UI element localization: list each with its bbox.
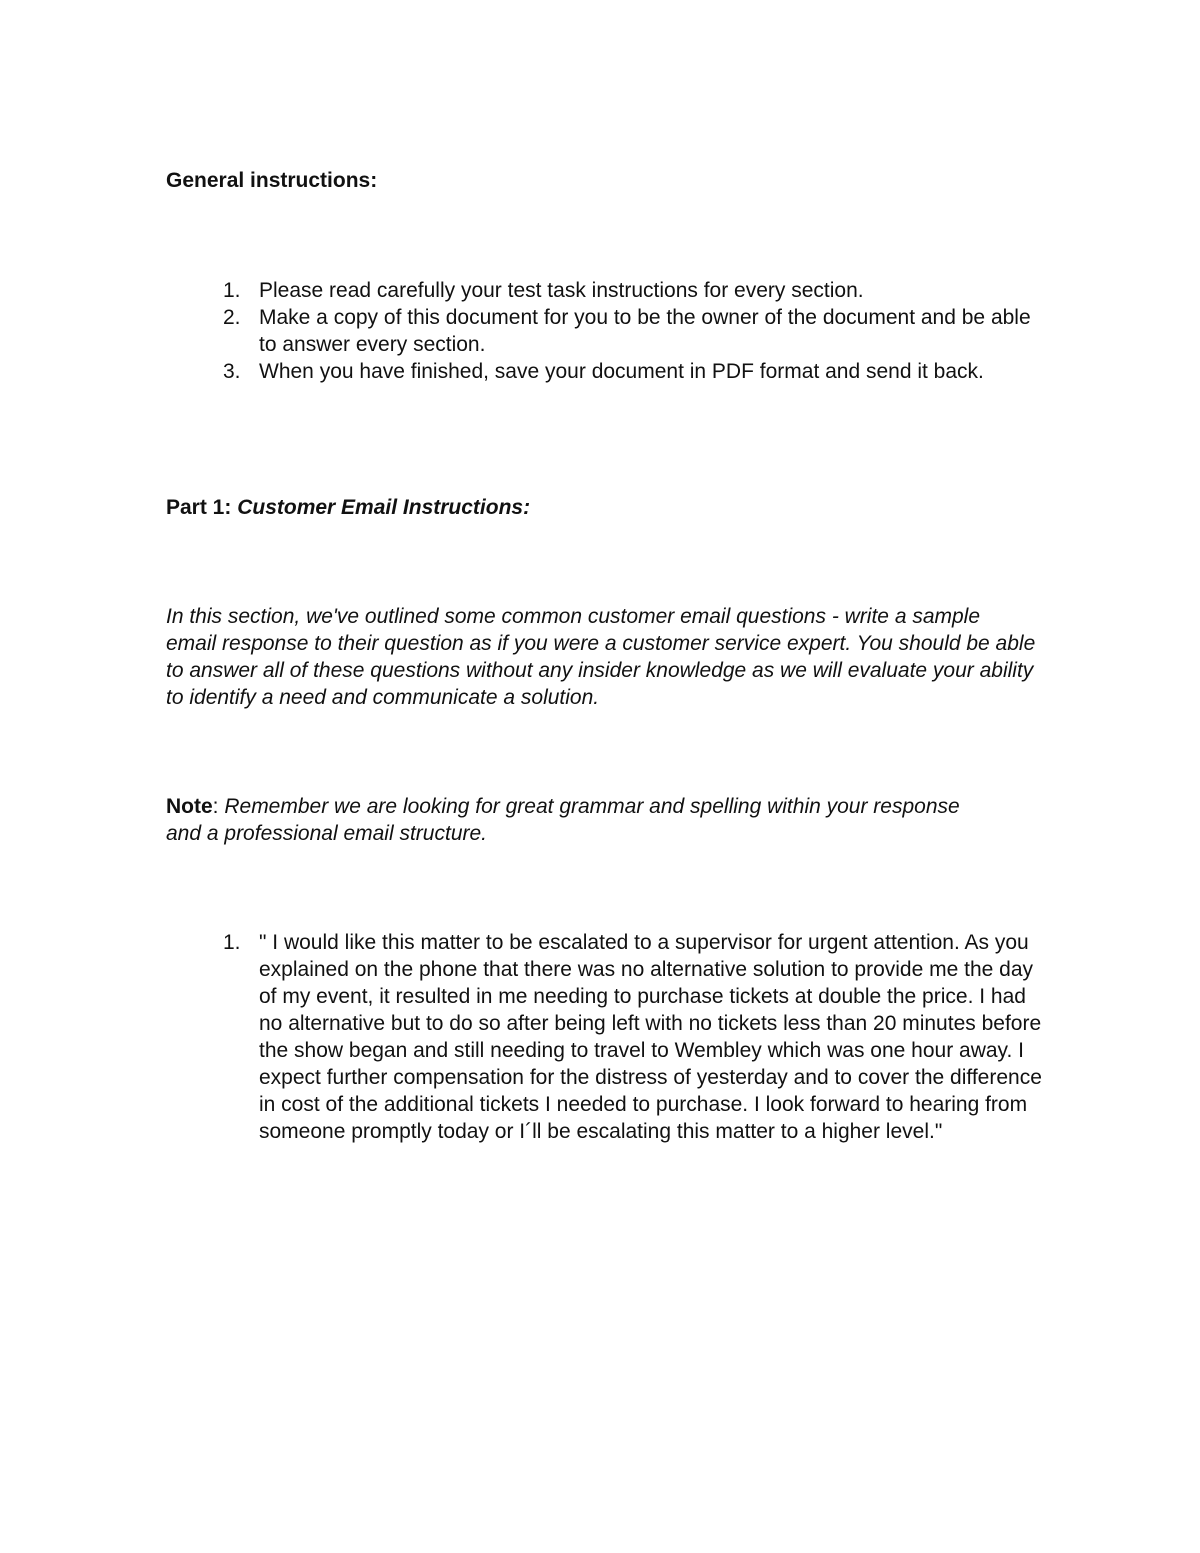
- list-item: [166, 277, 1046, 304]
- part1-label: Part 1:: [166, 496, 238, 519]
- note-separator: :: [212, 795, 225, 818]
- customer-email-quote: " I would like this matter to be escalated to a supervisor for urgent attention. As you explained on the phone that there was no alternative solution to provide me the day of my event, it resulted in me needing to purchase tickets at double the price. I had no alternative but to do so after being left with no tickets less than 20 minutes before the show began and still needing to travel to Wembley which was one hour away. I expect further compensation for the distress of yesterday and to cover the difference in cost of the additional tickets I needed to purchase. I look forward to hearing from someone promptly today or I´ll be escalating this matter to a higher level.": [259, 931, 1042, 1143]
- list-item-number: 1.: [223, 931, 241, 954]
- part1-intro: In this section, we've outlined some common customer email questions - write a sample email response to their question as if you were a customer service expert. You should be able to answer all of these questions without any insider knowledge as we will evaluate your ability to identify a need and communicate a solution.: [166, 605, 1036, 709]
- general-instructions-list: [166, 277, 1046, 385]
- list-item-number: 3.: [223, 360, 241, 383]
- list-item-number: 2.: [223, 306, 241, 329]
- list-item-number: 1.: [223, 279, 241, 302]
- note-label: Note: [166, 795, 213, 818]
- part1-heading: [166, 494, 1046, 521]
- list-item: [166, 304, 1046, 358]
- part1-title: Customer Email Instructions:: [237, 496, 531, 519]
- list-item: [166, 358, 1046, 385]
- list-item-text: Please read carefully your test task instructions for every section.: [259, 279, 864, 302]
- general-instructions-heading: General instructions:: [166, 169, 378, 192]
- note-paragraph: [166, 793, 966, 847]
- list-item-text: When you have finished, save your document in PDF format and send it back.: [259, 360, 984, 383]
- list-item-text: Make a copy of this document for you to be the owner of the document and be able to answer every section.: [259, 306, 1031, 356]
- customer-questions-list: [166, 929, 1046, 1145]
- note-text: Remember we are looking for great grammar and spelling within your response and a professional email structure.: [166, 795, 960, 845]
- list-item: [166, 929, 1046, 1145]
